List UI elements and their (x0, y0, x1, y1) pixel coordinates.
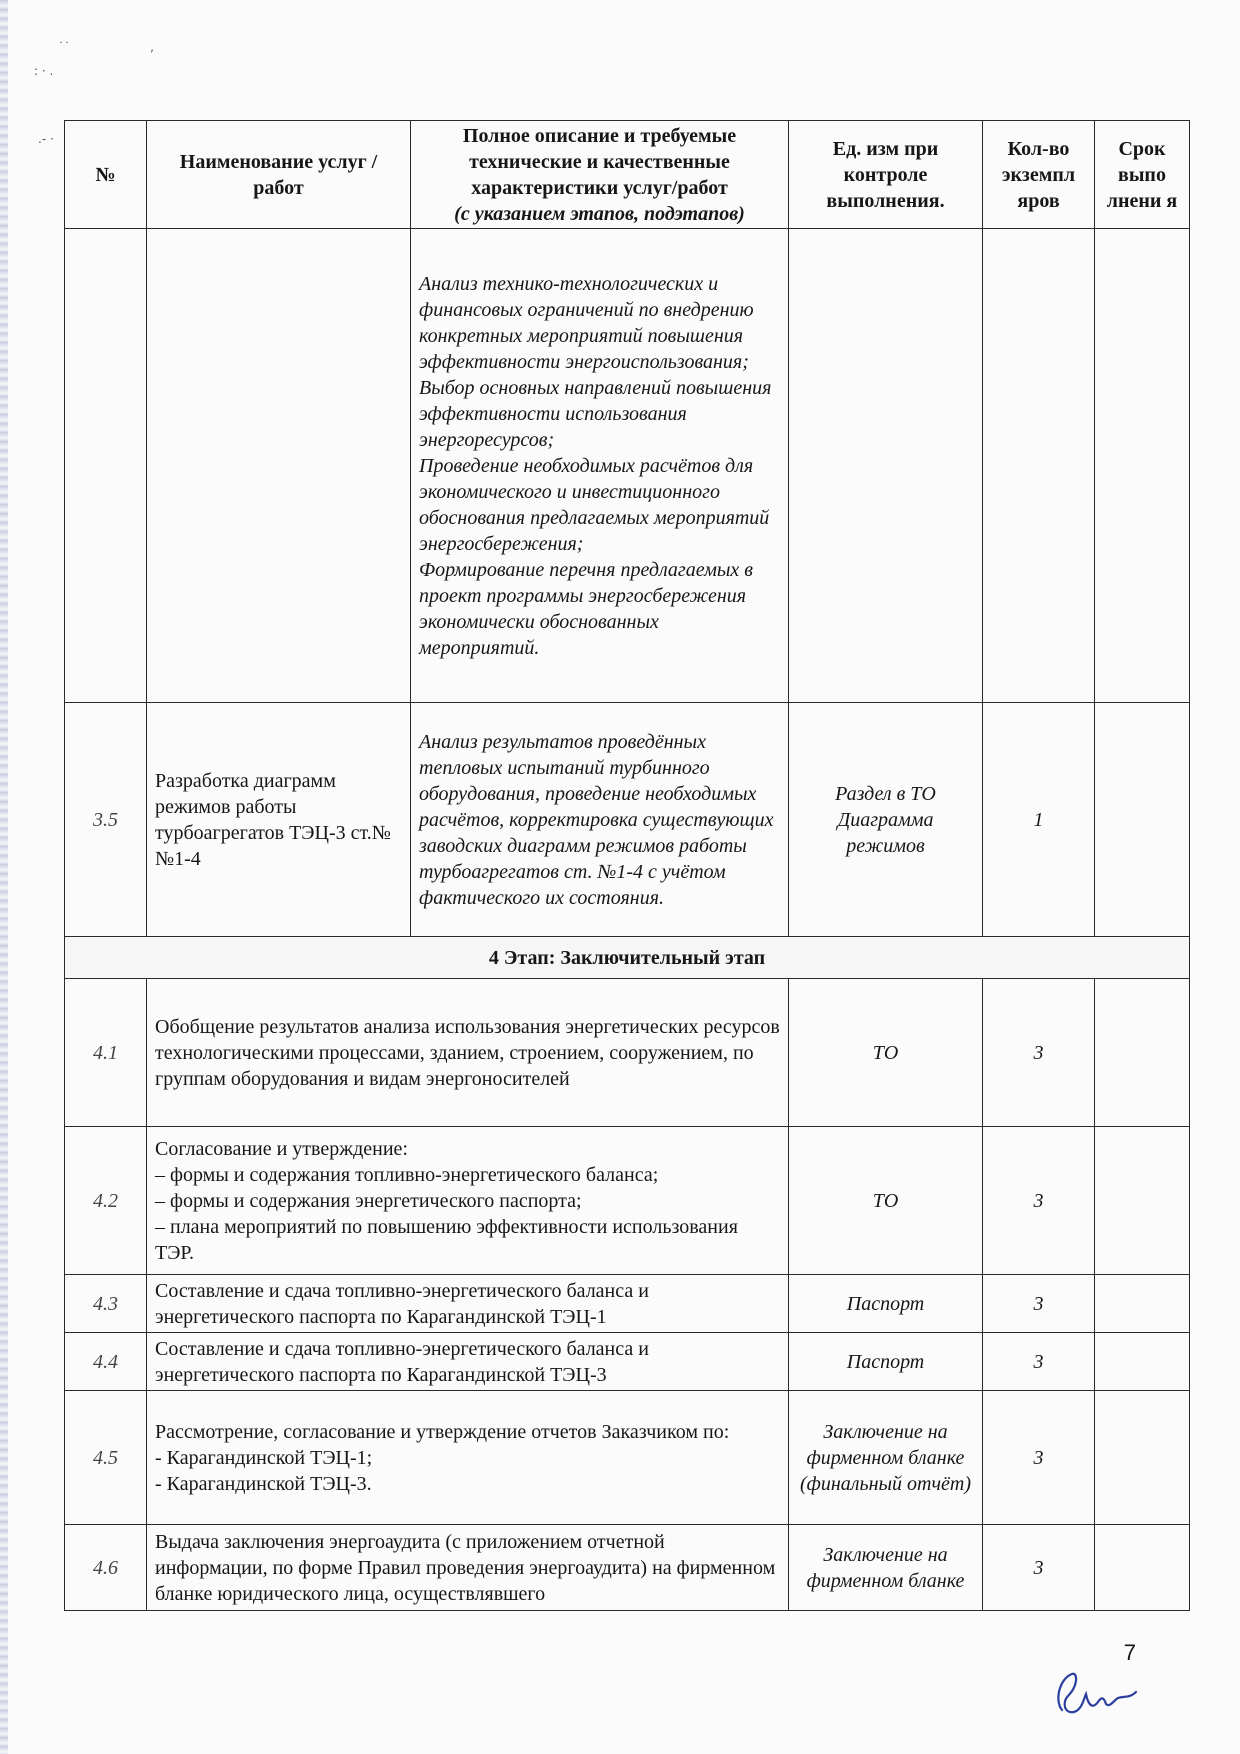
table-row (65, 229, 1190, 703)
table-row (65, 1127, 1190, 1275)
table-row (65, 979, 1190, 1127)
row-number: 4.6 (65, 1525, 147, 1611)
row-unit: Раздел в ТО Диаграмма режимов (789, 703, 983, 937)
row-term (1095, 703, 1190, 937)
stage-heading: 4 Этап: Заключительный этап (65, 937, 1190, 979)
row-term (1095, 1525, 1190, 1611)
row-quantity: 3 (983, 979, 1095, 1127)
header-quantity: Кол-во экземпл яров (983, 121, 1095, 229)
row-quantity: 3 (983, 1391, 1095, 1525)
row-description: Анализ технико-технологических и финансовых ограничений по внедрению конкретных мероприятий повышения эффективности энергоиспользования; Выбор основных направлений повышения эффективности использования энергоресурсов; Проведение необходимых расчётов для экономического и инвестиционного обоснования предлагаемых мероприятий энергосбережения; Формирование перечня предлагаемых в проект программы энергосбережения экономически обоснованных мероприятий. (411, 229, 789, 703)
header-description (411, 121, 789, 229)
row-description: Согласование и утверждение: – формы и содержания топливно-энергетического баланса; – формы и содержания энергетического паспорта; – плана мероприятий по повышению эффективности использования ТЭР. (147, 1127, 789, 1275)
table-row (65, 1333, 1190, 1391)
row-description: Обобщение результатов анализа использования энергетических ресурсов технологическими процессами, зданием, строением, сооружением, по группам оборудования и видам энергоносителей (147, 979, 789, 1127)
row-unit (789, 229, 983, 703)
row-unit: Заключение на фирменном бланке (789, 1525, 983, 1611)
scan-speck: .- · (38, 132, 54, 146)
row-quantity: 3 (983, 1127, 1095, 1275)
row-number: 4.3 (65, 1275, 147, 1333)
header-description-note: (с указанием этапов, подэтапов) (454, 202, 745, 225)
header-term: Срок выпо лнени я (1095, 121, 1190, 229)
scan-speck: ˙˙ , (58, 40, 154, 54)
row-unit: Паспорт (789, 1333, 983, 1391)
row-description: Составление и сдача топливно-энергетического баланса и энергетического паспорта по Карагандинской ТЭЦ-1 (147, 1275, 789, 1333)
row-number: 4.1 (65, 979, 147, 1127)
row-description: Составление и сдача топливно-энергетического баланса и энергетического паспорта по Карагандинской ТЭЦ-3 (147, 1333, 789, 1391)
row-number: 4.4 (65, 1333, 147, 1391)
row-unit: ТО (789, 1127, 983, 1275)
row-unit: Заключение на фирменном бланке (финальный отчёт) (789, 1391, 983, 1525)
page-number: 7 (1123, 1640, 1136, 1665)
header-number: № (65, 121, 147, 229)
row-number: 4.2 (65, 1127, 147, 1275)
services-table (64, 120, 1190, 1611)
row-term (1095, 1333, 1190, 1391)
row-quantity: 3 (983, 1333, 1095, 1391)
row-term (1095, 1127, 1190, 1275)
row-term (1095, 229, 1190, 703)
header-unit: Ед. изм при контроле выполнения. (789, 121, 983, 229)
row-term (1095, 1391, 1190, 1525)
handwritten-signature-icon (1048, 1660, 1140, 1722)
row-service-name (147, 229, 411, 703)
row-unit: ТО (789, 979, 983, 1127)
row-service-name: Разработка диаграмм режимов работы турбоагрегатов ТЭЦ-3 ст.№№1-4 (147, 703, 411, 937)
row-description: Анализ результатов проведённых тепловых испытаний турбинного оборудования, проведение необходимых расчётов, корректировка существующих заводских диаграмм режимов работы турбоагрегатов ст. №1-4 с учётом фактического их состояния. (411, 703, 789, 937)
row-description: Выдача заключения энергоаудита (с приложением отчетной информации, по форме Правил проведения энергоаудита) на фирменном бланке юридического лица, осуществлявшего (147, 1525, 789, 1611)
table-row (65, 1275, 1190, 1333)
row-quantity: 3 (983, 1275, 1095, 1333)
row-quantity: 1 (983, 703, 1095, 937)
row-term (1095, 1275, 1190, 1333)
table-row (65, 1391, 1190, 1525)
row-number (65, 229, 147, 703)
row-quantity (983, 229, 1095, 703)
table-header-row (65, 121, 1190, 229)
row-description: Рассмотрение, согласование и утверждение отчетов Заказчиком по: - Карагандинской ТЭЦ-1; - Карагандинской ТЭЦ-3. (147, 1391, 789, 1525)
row-unit: Паспорт (789, 1275, 983, 1333)
row-quantity: 3 (983, 1525, 1095, 1611)
row-number: 3.5 (65, 703, 147, 937)
table-row (65, 703, 1190, 937)
scan-edge-artifact (0, 0, 8, 1754)
stage-heading-row (65, 937, 1190, 979)
row-number: 4.5 (65, 1391, 147, 1525)
header-description-main: Полное описание и требуемые технические и качественные характеристики услуг/работ (462, 124, 737, 199)
row-term (1095, 979, 1190, 1127)
header-service-name: Наименование услуг /работ (147, 121, 411, 229)
scan-speck: : · . (34, 64, 54, 78)
table-row (65, 1525, 1190, 1611)
